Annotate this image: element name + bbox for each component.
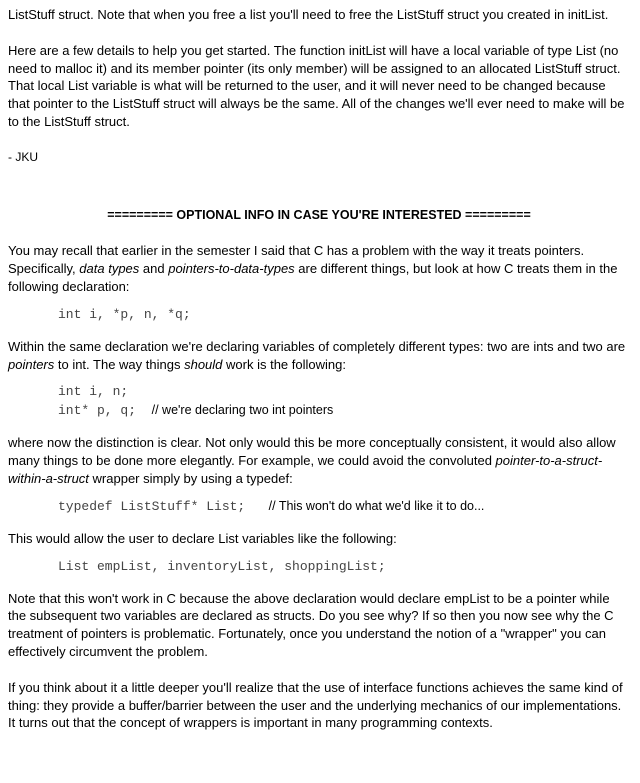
code-text: int* p, q; <box>58 403 137 419</box>
code-comment: // we're declaring two int pointers <box>151 403 334 418</box>
emphasis-should: should <box>184 356 223 372</box>
code-typedef <box>8 497 630 516</box>
section-heading: ========= OPTIONAL INFO IN CASE YOU'RE INTERESTED ========= <box>107 207 531 222</box>
text-run: You may recall that earlier in the semester I said that C has a problem with the way it treats pointers. Specifically, <box>8 243 585 277</box>
text-run: wrapper simply by using a typedef: <box>88 470 293 486</box>
text-run: work is the following: <box>222 356 346 372</box>
code-comment: // This won't do what we'd like it to do... <box>268 498 485 513</box>
text-run: to int. The way things <box>54 356 185 372</box>
text-run: where now the distinction is clear. Not only would this be more conceptually consistent, it would also allow many things to be done more elegantly. For example, we could avoid the convoluted <box>8 435 616 469</box>
code-list-declaration: List empList, inventoryList, shoppingList; <box>58 558 386 574</box>
paragraph-liststuff-free: ListStuff struct. Note that when you free a list you'll need to free the ListStuff struct you created in initList. <box>8 7 609 22</box>
paragraph-wont-work: Note that this won't work in C because the above declaration would declare empList to be a pointer while the subsequent two variables are declared as structs. Do you see why? If so then you now see why the C treatment of pointers is problematic. Fortunately, once you understand the notion of a "wrapper" you can effectively circumvent the problem. <box>8 590 614 659</box>
emphasis-pointer-to-struct: pointer-to-a-struct-within-a-struct <box>8 453 603 486</box>
paragraph-interface-functions: If you think about it a little deeper you'll realize that the use of interface functions achieves the same kind of thing: they provide a buffer/barrier between the user and the underlying mechanics of our implementations. It turns out that the concept of wrappers is important in many programming contexts. <box>8 679 623 731</box>
text-run: and <box>139 261 169 277</box>
paragraph-details: Here are a few details to help you get started. The function initList will have a local variable of type List (no need to malloc it) and its member pointer (its only member) will be assigned to an allocated ListStuff struct. That local List variable is what will be returned to the user, and it will never need to be changed because that pointer to the ListStuff struct will always be the same. All of the changes we'll ever need to make will be to the ListStuff struct. <box>8 42 625 129</box>
code-line: int i, n; <box>58 384 129 400</box>
code-text: typedef ListStuff* List; <box>58 498 246 514</box>
code-declaration-2 <box>8 382 630 420</box>
paragraph-distinction <box>8 434 630 487</box>
emphasis-data-types: data types <box>79 261 140 277</box>
paragraph-different-types <box>8 338 630 374</box>
text-run: Within the same declaration we're declaring variables of completely different types: two are ints and two are <box>8 338 626 354</box>
paragraph-pointer-problem <box>8 242 630 295</box>
signature: - JKU <box>8 149 38 164</box>
code-line <box>58 401 630 420</box>
emphasis-pointers: pointers <box>8 356 55 372</box>
emphasis-pointers-to-data-types: pointers-to-data-types <box>168 261 295 277</box>
paragraph-declare-list: This would allow the user to declare List variables like the following: <box>8 530 397 546</box>
code-declaration-1: int i, *p, n, *q; <box>58 306 191 322</box>
text-run: are different things, but look at how C treats them in the following declaration: <box>8 261 618 294</box>
